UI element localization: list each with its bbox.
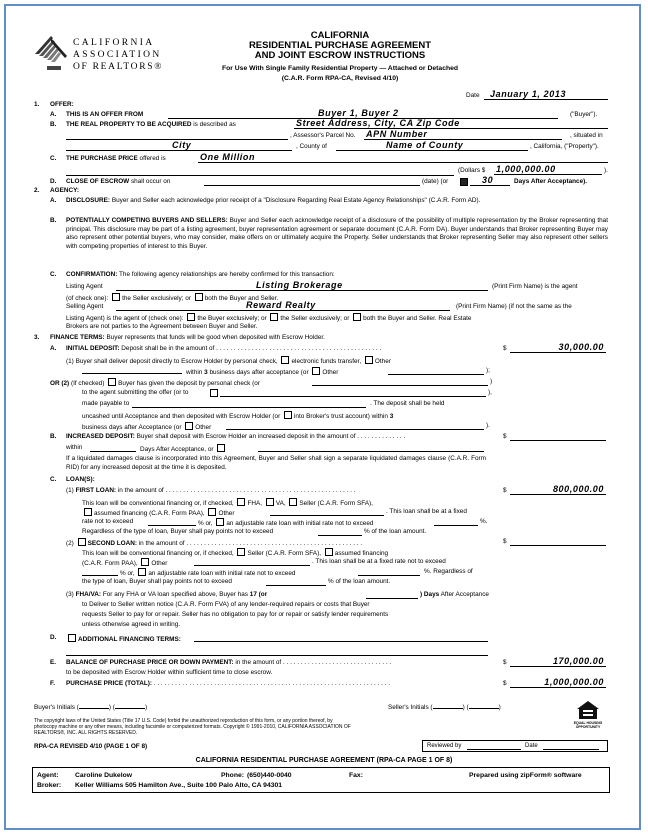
c1-l3b: % or, (198, 520, 213, 527)
fin-c-heading: LOAN(S): (66, 476, 95, 483)
fin-f-heading: PURCHASE PRICE (TOTAL): (66, 680, 153, 687)
c1-dots: . . . . . . . . . . . . . . . . . . . . . . . . . . . . . . . . . . . . . . . . . . . . . . . . . . . . . . (165, 487, 356, 494)
c2-dots: . . . . . . . . . . . . . . . . . . . . . . . . . . . . . . . . . . . . . . . . . . . . . . . . . . (186, 540, 363, 547)
dollars-suffix: ). (604, 167, 608, 174)
fin-a-dollar: $ (503, 345, 507, 352)
offer-b-label: B. (50, 121, 57, 128)
c1-arm-line[interactable] (434, 525, 478, 526)
selling-both-label: both the Buyer and Seller. Real Estate (363, 315, 472, 322)
c2-arm-line[interactable] (358, 575, 420, 576)
c1-l3a: rate not to exceed (82, 518, 134, 525)
agency-b-label: B. (50, 217, 57, 224)
agent-sub-checkbox[interactable] (210, 389, 218, 397)
state-suffix: , California, ("Property"). (530, 143, 599, 150)
agency-num: 2. (34, 187, 40, 194)
reviewed-date-label: Date (525, 743, 538, 749)
finance-num: 3. (34, 334, 40, 341)
listing-seller-label: the Seller exclusively; or (122, 295, 191, 302)
seller-sfa-label: Seller (C.A.R. Form SFA), (299, 500, 373, 507)
c3-row (66, 591, 267, 599)
c3-days2: ) Days (420, 591, 440, 598)
or2-label: OR (2) (50, 380, 70, 387)
logo-line3: OF REALTORS® (73, 62, 164, 72)
reviewed-box[interactable] (422, 740, 608, 752)
selling-of-row (66, 313, 471, 323)
c1-num: (1) (66, 487, 74, 494)
fin-e-dollar: $ (503, 659, 507, 666)
seller-initials-end: ) (498, 704, 501, 711)
c1-l3d: %. (480, 518, 488, 525)
reviewed-label: Reviewed by (427, 743, 462, 749)
or2-checkbox[interactable] (108, 378, 116, 386)
three-label: 3 (204, 369, 208, 376)
c3-l4: unless otherwise agreed in writing. (82, 621, 181, 628)
equal-housing-logo (570, 700, 606, 734)
form-title-3: AND JOINT ESCROW INSTRUCTIONS (254, 50, 426, 61)
agency-c-text (66, 271, 335, 279)
c2-num: (2) (66, 540, 74, 547)
revised-label: RPA-CA REVISED 4/10 (PAGE 1 OF 8) (34, 743, 148, 750)
c1-text: in the amount of (117, 487, 164, 494)
c2-heading: SECOND LOAN: (87, 540, 137, 547)
c2-l2 (82, 558, 167, 568)
c1-l1 (82, 498, 373, 508)
eft-checkbox[interactable] (281, 356, 289, 364)
buyer-initials-end: ) (144, 704, 148, 711)
balance-field[interactable]: 170,000.00 (510, 656, 606, 667)
seller-initials[interactable] (388, 704, 501, 712)
buyer-initials-mid: ) ( (108, 704, 115, 711)
close-days-suffix (514, 178, 587, 186)
c2-seller-label: Seller (C.A.R. Form SFA), (247, 550, 321, 557)
fin-a1-row (66, 356, 391, 366)
fin-f-dots: . . . . . . . . . . . . . . . . . . . . . . . . . . . . . . . . . . . . . . . . . . . . . . . . . . . . . . . . . . . . . . . . . . . (153, 680, 390, 687)
c2-l3c: %. Regardless of (424, 568, 473, 575)
c2-arm-checkbox[interactable] (138, 568, 146, 576)
selling-seller-checkbox[interactable] (270, 313, 278, 321)
offer-c-label: C. (50, 155, 57, 162)
seller-initials-label: Seller's Initials ( (388, 704, 433, 711)
finance-heading: FINANCE TERMS: (50, 334, 105, 341)
va-checkbox[interactable] (266, 498, 274, 506)
fin-a-label: A. (50, 345, 57, 352)
car-logo (33, 32, 183, 76)
footer-title: CALIFORNIA RESIDENTIAL PURCHASE AGREEMENT (RPA-CA PAGE 1 OF 8) (195, 757, 453, 764)
c2-text: in the amount of (138, 540, 185, 547)
offer-c-offered: offered is (139, 155, 166, 162)
brokers-note: Brokers are not parties to the Agreement between Buyer and Seller. (66, 323, 258, 330)
listing-of-label: (of check one): (66, 295, 109, 302)
fin-e-heading: BALANCE OF PURCHASE PRICE OR DOWN PAYMENT: (66, 659, 234, 666)
car-logo-mark (33, 32, 71, 74)
days-after-label: Days After Acceptance, or (140, 446, 214, 453)
a1-other-label: Other (374, 358, 391, 365)
assumed-label: assumed financing (C.A.R. Form PAA), (94, 510, 205, 517)
situated-label: , situated in (570, 132, 603, 139)
va-label: VA, (275, 500, 286, 507)
offer-c-heading: THE PURCHASE PRICE (66, 155, 138, 162)
logo-line1: CALIFORNIA (73, 38, 155, 48)
close-days-field[interactable]: 30 (470, 175, 510, 186)
close-date-or: (date) (or (422, 178, 449, 185)
bizdays-end: ). (486, 422, 490, 429)
c2-l3a: % or, (120, 570, 135, 577)
c1-other-checkbox[interactable] (208, 508, 216, 516)
date-label: Date (466, 92, 480, 99)
total-field[interactable]: 1,000,000.00 (510, 677, 606, 688)
fin-e-l2: to be deposited with Escrow Holder within sufficient time to close escrow. (66, 669, 273, 676)
parcel-label: , Assessor's Parcel No. (290, 132, 356, 139)
form-title-2: RESIDENTIAL PURCHASE AGREEMENT (248, 40, 432, 51)
bizdays-row (82, 422, 211, 432)
uncashed-three: 3 (389, 413, 394, 420)
seller-initials-mid: ) ( (462, 704, 469, 711)
city-field[interactable]: City (66, 140, 292, 151)
agency-a-paragraph (66, 197, 608, 206)
fin-a-text: Deposit shall be in the amount of (121, 345, 215, 352)
c3-l3: requests Seller to pay for or repair. Seller has no obligation to pay for or repair or satisfy lender requirements (82, 611, 389, 618)
property-address-field[interactable]: Street Address, City, CA Zip Code (294, 118, 608, 129)
bizdays-other-line[interactable] (226, 429, 484, 430)
within-label: within (186, 369, 203, 376)
c2-l3b: an adjustable rate loan with initial rate not to exceed (148, 570, 296, 577)
listing-both-label: both the Buyer and Seller. (204, 295, 279, 302)
agency-a-label: A. (50, 197, 57, 204)
price-words-line2[interactable] (66, 175, 454, 176)
days-word: Days After Acceptance). (514, 178, 588, 185)
equal-housing-icon (576, 700, 600, 720)
uncashed-row (82, 411, 393, 421)
offer-b-text (66, 121, 236, 129)
reviewed-line[interactable] (467, 749, 521, 750)
liq-paragraph: If a liquidated damages clause is incorporated into this Agreement, Buyer and Seller shall sign a separate liquidated damages clause (C.A.R. Form RID) for any increased deposit at the time it is deposited. (66, 455, 486, 471)
fin-a-heading: INITIAL DEPOSIT: (66, 345, 120, 352)
selling-buyer-label: the Buyer exclusively; or (197, 315, 267, 322)
agent-label: Agent: (37, 772, 59, 779)
eho-text: EQUAL HOUSING OPPORTUNITY (573, 721, 603, 729)
c2-checkbox[interactable] (78, 538, 86, 546)
c1-row (66, 487, 355, 495)
buyer-initials[interactable] (34, 704, 147, 712)
agency-c-body: The following agency relationships are hereby confirmed for this transaction: (119, 271, 335, 278)
offer-a-label: A. (50, 111, 57, 118)
selling-agent-label: Selling Agent (66, 303, 104, 310)
fin-b-dollar: $ (503, 433, 507, 440)
offer-b-described: is described as (193, 121, 236, 128)
agent-sub-end: ), (488, 389, 492, 396)
selling-both-checkbox[interactable] (353, 313, 361, 321)
agent-sub-line[interactable] (220, 396, 486, 397)
finance-heading-text: Buyer represents that funds will be good when deposited with Escrow Holder. (106, 334, 325, 341)
c2-l2a: (C.A.R. Form PAA), (82, 560, 138, 567)
a1-other2-label: Other (322, 369, 339, 376)
or2-line[interactable] (312, 385, 488, 386)
buyer-initials-label: Buyer's Initials ( (34, 704, 79, 711)
fin-b-dots: . . . . . . . . . . . . . . (357, 433, 406, 440)
bizdays-other-label: Other (195, 424, 212, 431)
selling-of-label: Listing Agent) is the agent of (check one): (66, 315, 184, 322)
agency-b-text: Buyer and Seller each acknowledge receipt of a disclosure of the possibility of multiple representation by the Broker representing that principal. This disclosure may be part of a listing agreement, buyer representation agreement or separate document (C.A.R. Form DA). Buyer understands that Broker representing Buyer may also represent other potential buyers, who may consider, make offers on or ultimately acquire the Property. Seller understands that Broker representing Seller may also represent other sellers with competing properties of interest to this Buyer. (66, 217, 608, 250)
or2-end: ) (490, 378, 493, 385)
offer-c-text (66, 155, 166, 163)
fin-b-label: B. (50, 433, 57, 440)
offer-heading: OFFER: (50, 101, 74, 108)
fha-label: FHA, (247, 500, 263, 507)
a1-end: ); (486, 367, 490, 374)
county-field[interactable]: Name of County (336, 140, 528, 151)
offer-d-heading: CLOSE OF ESCROW (66, 178, 130, 185)
fin-a1-line2 (186, 367, 338, 377)
fin-d-heading: ADDITIONAL FINANCING TERMS: (78, 636, 181, 643)
c2-l4a: the type of loan, Buyer shall pay points not to exceed (82, 578, 232, 585)
payable-line[interactable] (132, 407, 366, 408)
a1-other-checkbox[interactable] (365, 356, 373, 364)
c2-l4b: % of the loan amount. (328, 578, 391, 585)
trust-account-checkbox[interactable] (284, 411, 292, 419)
selling-buyer-checkbox[interactable] (187, 313, 195, 321)
fin-b-heading: INCREASED DEPOSIT: (66, 433, 135, 440)
c3-after: After Acceptance (440, 591, 489, 598)
or2-if: (If checked) (70, 380, 105, 387)
selling-seller-label: the Seller exclusively; or (280, 315, 350, 322)
fin-c-label: C. (50, 476, 57, 483)
buyer-suffix: ("Buyer"). (570, 111, 598, 118)
c2-l1 (82, 548, 388, 558)
c2-other-line[interactable] (194, 565, 310, 566)
add-terms-line1[interactable] (194, 641, 488, 642)
fin-b-row (66, 433, 405, 441)
a1-other2-line[interactable] (388, 374, 484, 375)
fax-label: Fax: (349, 772, 363, 779)
finance-heading-row (50, 334, 325, 342)
c2-l3-row (120, 568, 295, 578)
date-field[interactable]: January 1, 2013 (484, 89, 608, 100)
c1-l4a: Regardless of the type of loan, Buyer shall pay points not to exceed (82, 528, 274, 535)
bizdays-other-checkbox[interactable] (185, 422, 193, 430)
c2-other-checkbox[interactable] (141, 558, 149, 566)
uncashed-text2: into Broker's trust account) within (294, 413, 388, 420)
c2-assumed-label: assumed financing (334, 550, 389, 557)
agency-c-label: C. (50, 271, 57, 278)
listing-agent-field[interactable]: Listing Brokerage (116, 280, 488, 291)
deposit-field[interactable]: 30,000.00 (510, 342, 606, 353)
reviewed-date-line[interactable] (543, 749, 599, 750)
or2-text: Buyer has given the deposit by personal check (or (118, 380, 260, 387)
c1-rate-line[interactable] (148, 525, 196, 526)
eft-label: electronic funds transfer, (291, 358, 362, 365)
listing-agent-label: Listing Agent (66, 283, 103, 290)
c2-seller-checkbox[interactable] (237, 548, 245, 556)
c1-fixed: . This loan shall be at a fixed (386, 508, 467, 515)
c1-l3b-row (198, 518, 373, 528)
c1-other-label: Other (218, 510, 235, 517)
bizdays-text: business days after Acceptance (or (82, 424, 182, 431)
footer-box (32, 767, 610, 793)
county-label: , County of (296, 143, 327, 150)
agent-sub-label: to the agent submitting the offer (or to (82, 389, 189, 396)
agency-b-paragraph (66, 217, 608, 251)
assumed-checkbox[interactable] (84, 508, 92, 516)
days-after-checkbox[interactable] (217, 444, 225, 452)
days-after-line[interactable] (258, 451, 484, 452)
agent-name: Caroline Dukelow (75, 772, 133, 779)
agency-b-heading: POTENTIALLY COMPETING BUYERS AND SELLERS: (66, 217, 228, 224)
fin-f-dollar: $ (503, 680, 507, 687)
c2-rate-line[interactable] (82, 575, 118, 576)
offer-d-label: D. (50, 178, 57, 185)
agency-c-heading: CONFIRMATION: (66, 271, 118, 278)
close-date-line[interactable] (204, 185, 420, 186)
fin-e-text: in the amount of (235, 659, 282, 666)
price-words-field[interactable]: One Million (198, 152, 608, 163)
c1-points-line[interactable] (318, 535, 362, 536)
dollars-label: (Dollars $ (458, 167, 486, 174)
price-number-field[interactable]: 1,000,000.00 (494, 164, 602, 175)
form-subtitle: For Use With Single Family Residential Property — Attached or Detached (221, 65, 459, 72)
c3-l2: to Deliver to Seller written notice (C.A.R. Form FVA) of any lender-required repairs or costs that Buyer (82, 601, 370, 608)
payable-end: . The deposit shall be held (370, 400, 445, 407)
agency-heading: AGENCY: (50, 187, 79, 194)
listing-agent-suffix: (Print Firm Name) is the agent (492, 283, 578, 290)
payable-label: made payable to (82, 400, 130, 407)
agency-a-heading: DISCLOSURE: (66, 197, 111, 204)
c2-l2c: . This loan shall be at a fixed rate not to exceed (312, 558, 446, 565)
c3-days-line[interactable] (366, 598, 418, 599)
agency-a-text: Buyer and Seller each acknowledge prior receipt of a "Disclosure Regarding Real Estate Agency Relationships" (C.A.R. Form AD). (111, 197, 481, 204)
phone-value: (650)440-0040 (247, 772, 292, 779)
fin-f-row (66, 680, 390, 688)
offer-b-heading: THE REAL PROPERTY TO BE ACQUIRED (66, 121, 192, 128)
logo-line2: ASSOCIATION (73, 50, 162, 60)
c1-other-line[interactable] (270, 515, 384, 516)
c2-other-label: Other (151, 560, 168, 567)
fin-e-row (66, 659, 391, 667)
parcel-field[interactable]: APN Number (364, 129, 562, 140)
c2-dollar: $ (503, 538, 507, 545)
biz-days-label: business days after acceptance (or (209, 369, 309, 376)
fin-a-dots: . . . . . . . . . . . . . . . . . . . . . . . . . . . . . . . . . . . . . . . . . . . . . . . (216, 345, 382, 352)
offer-a-text: THIS IS AN OFFER FROM (66, 111, 144, 118)
selling-agent-suffix: (Print Firm Name) (if not the same as the (456, 303, 572, 310)
increased-deposit-line[interactable] (510, 440, 606, 441)
c1-l3c: an adjustable rate loan with initial rate not to exceed (226, 520, 374, 527)
copyright-text: The copyright laws of the United States (Title 17 U.S. Code) forbid the unauthorized reproduction of this form, or any portion thereof, by photocopy machine or any other means, including facsimile or computerized formats. Copyright © 1991-2010, CALIFORNIA ASSOCIATION OF REALTORS®, INC. ALL RIGHTS RESERVED. (34, 718, 351, 736)
selling-agent-field[interactable]: Reward Realty (116, 300, 450, 311)
c3-text: For any FHA or VA loan specified above, Buyer has (102, 591, 248, 598)
prepared-label: Prepared using zipForm® software (469, 772, 582, 779)
within-label2: within (66, 444, 83, 451)
c1-dollar: $ (503, 487, 507, 494)
form-id: (C.A.R. Form RPA-CA, Revised 4/10) (281, 75, 399, 82)
c2-points-line[interactable] (266, 585, 326, 586)
c1-l2 (82, 508, 234, 518)
fin-d-row (66, 634, 181, 644)
seller-sfa-checkbox[interactable] (289, 498, 297, 506)
c3-heading: FHA/VA: (75, 591, 102, 598)
uncashed-text: uncashed until Acceptance and then deposited with Escrow Holder (or (82, 413, 281, 420)
first-loan-field[interactable]: 800,000.00 (510, 484, 606, 495)
days-after-row (140, 444, 227, 454)
fin-d-label: D. (50, 634, 57, 641)
or2-row (50, 378, 260, 388)
buyer-names-field[interactable]: Buyer 1, Buyer 2 (168, 108, 558, 119)
broker-value: Keller Williams 505 Hamilton Ave., Suite 100 Palo Alto, CA 94301 (75, 782, 283, 789)
c3-days2-row (420, 591, 489, 599)
offer-d-text (66, 178, 170, 186)
fin-a-row (66, 345, 381, 353)
c1-arm-checkbox[interactable] (216, 518, 224, 526)
fin-b-text: Buyer shall deposit with Escrow Holder an increased deposit in the amount of (136, 433, 356, 440)
form-title-1: CALIFORNIA (310, 30, 370, 41)
c1-heading: FIRST LOAN: (75, 487, 117, 494)
fin-e-dots: . . . . . . . . . . . . . . . . . . . . . . . . . . . . . . . (283, 659, 392, 666)
phone-label: Phone: (221, 772, 245, 779)
offer-d-shall: shall occur on (130, 178, 171, 185)
add-terms-checkbox[interactable] (68, 634, 76, 642)
a1-other-line[interactable] (82, 373, 182, 374)
fin-f-label: F. (50, 680, 55, 687)
c2-row (66, 538, 362, 548)
close-days-checkbox[interactable] (460, 178, 468, 186)
c1-l4b: % of the loan amount. (364, 528, 427, 535)
c3-num: (3) (66, 591, 74, 598)
c2-l1-text: This loan will be conventional financing or, if checked, (82, 550, 234, 557)
c3-days: 17 (or (249, 591, 268, 598)
second-loan-line[interactable] (510, 545, 606, 546)
fin-a1-text: (1) Buyer shall deliver deposit directly to Escrow Holder by personal check, (66, 358, 278, 365)
add-terms-line2[interactable] (66, 655, 488, 656)
fin-e-label: E. (50, 659, 57, 666)
broker-label: Broker: (37, 782, 62, 789)
offer-num: 1. (34, 101, 40, 108)
a1-other2-checkbox[interactable] (312, 367, 320, 375)
c2-assumed-checkbox[interactable] (325, 548, 333, 556)
fha-checkbox[interactable] (237, 498, 245, 506)
increased-days-line[interactable] (90, 451, 136, 452)
c1-l1-text: This loan will be conventional financing or, if checked, (82, 500, 234, 507)
